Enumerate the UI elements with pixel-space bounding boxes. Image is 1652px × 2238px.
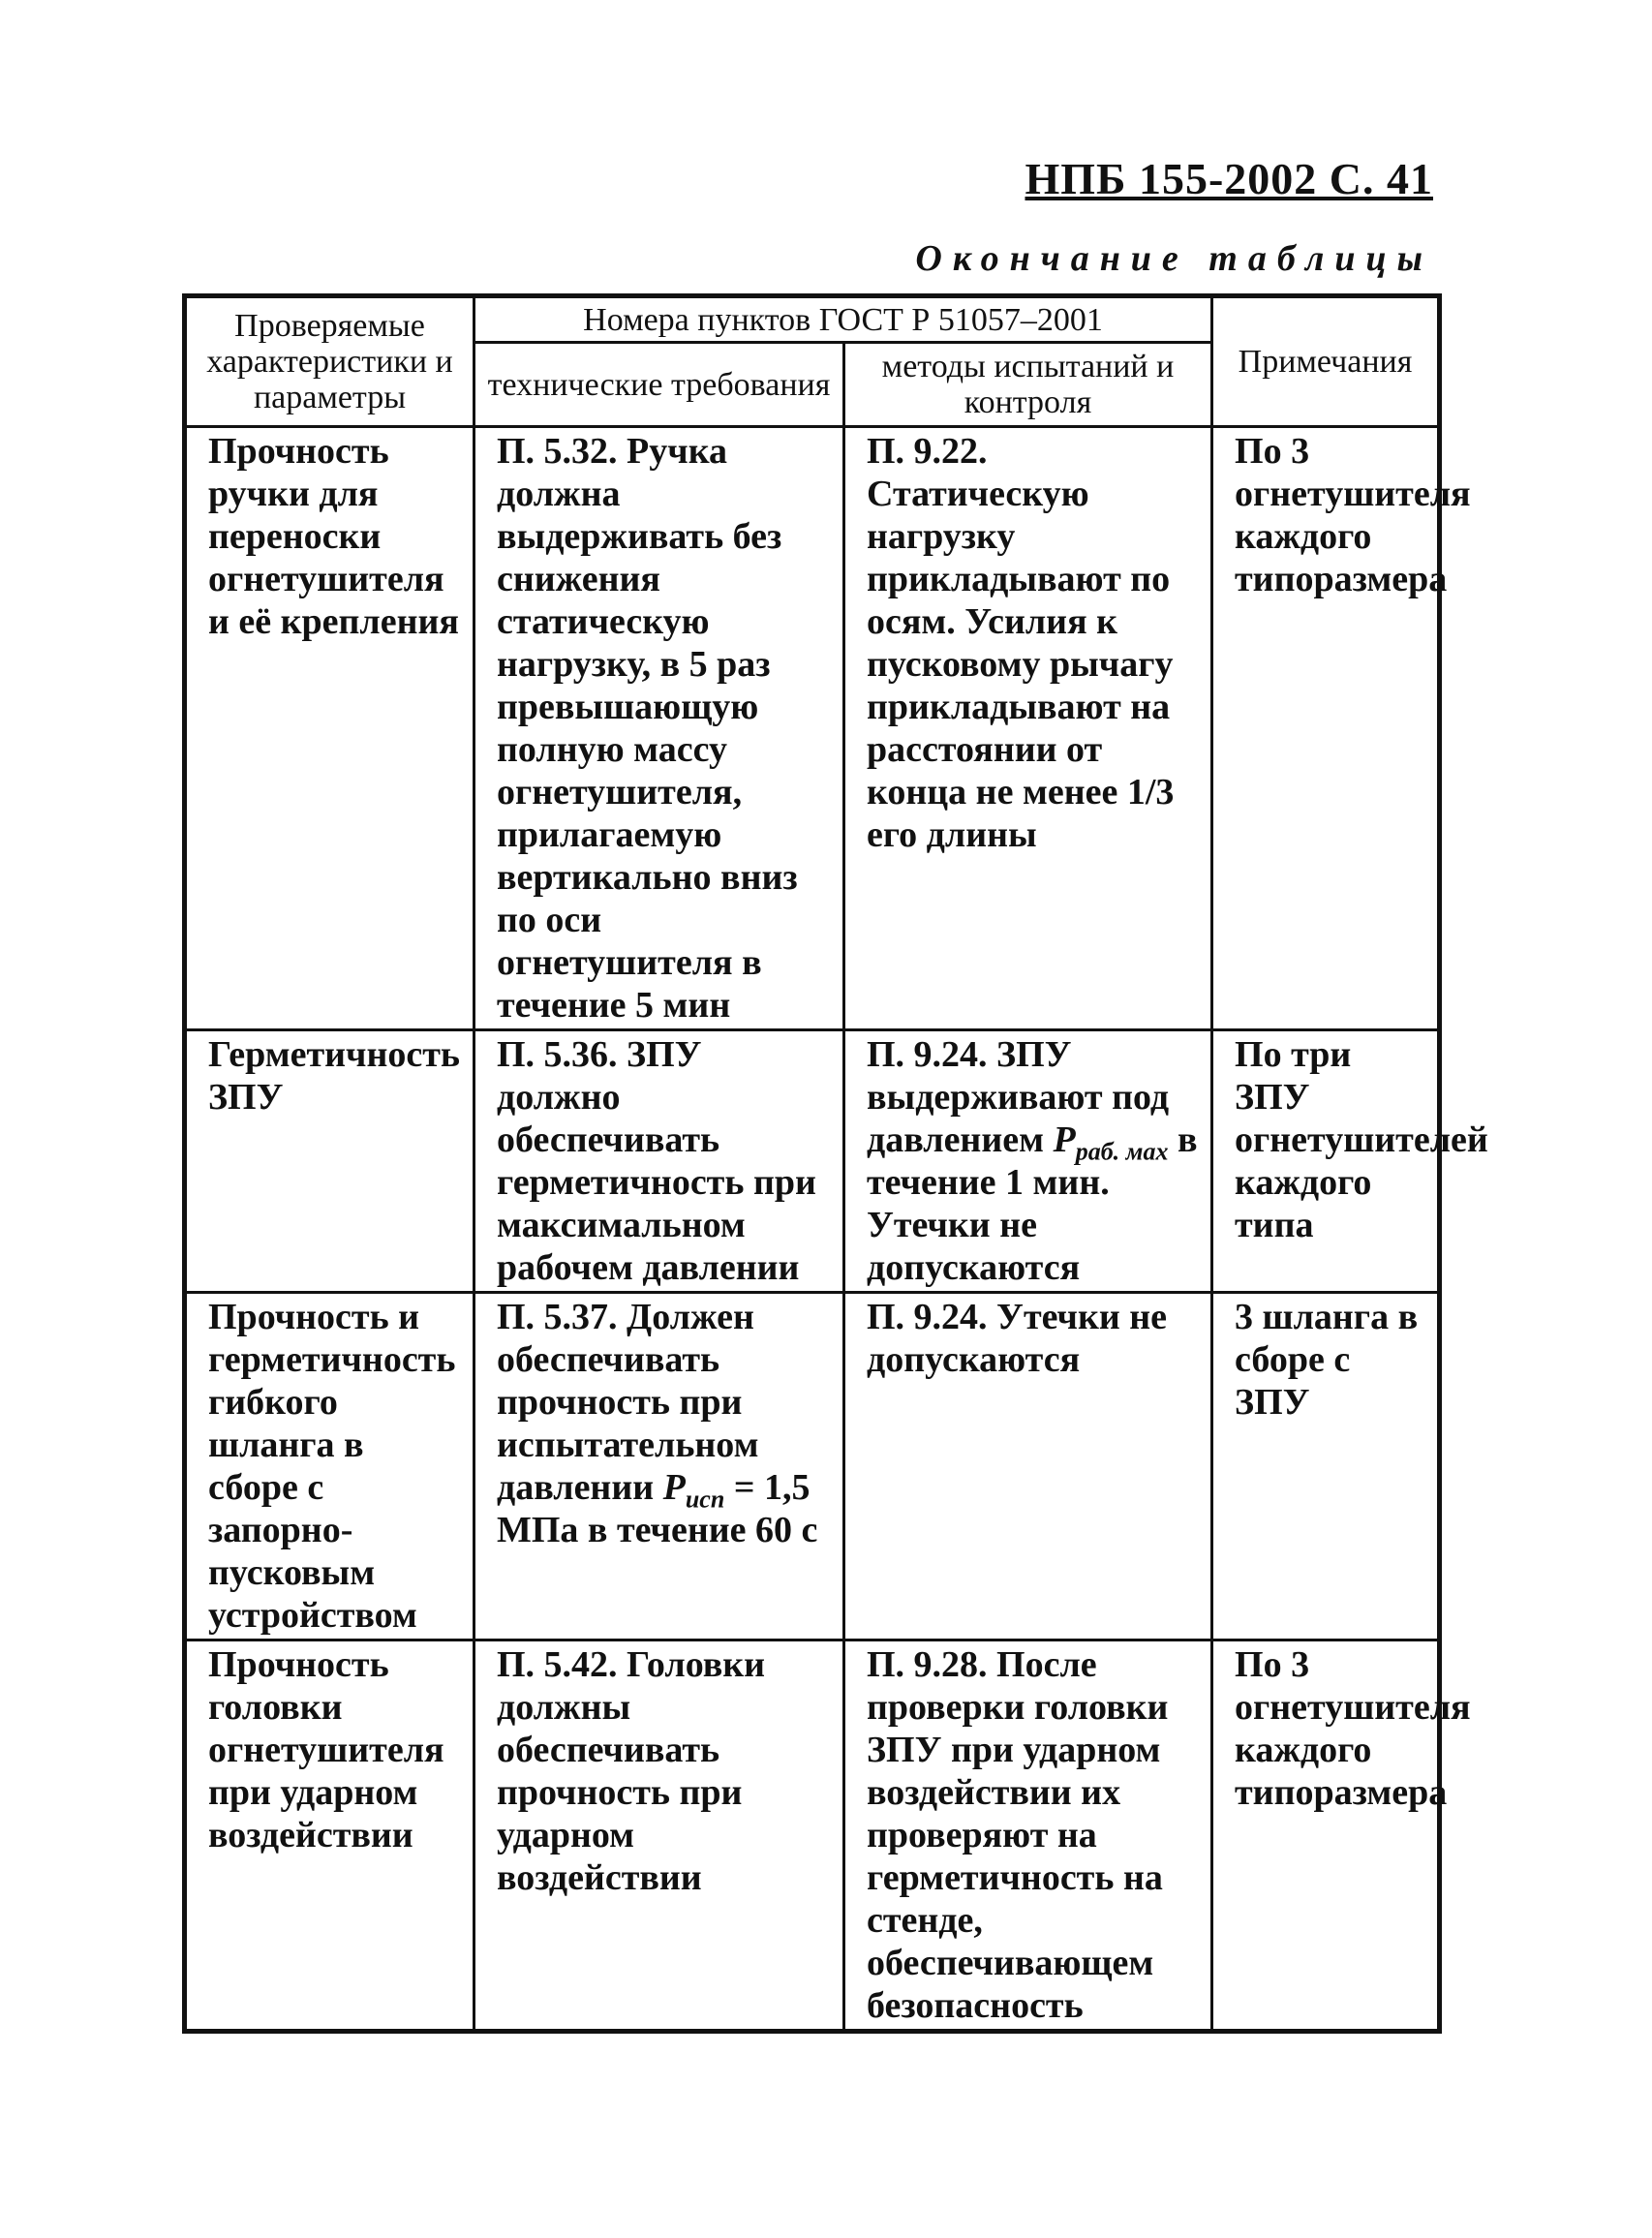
method-text-post: в течение 1 мин. Утечки не допускаются [867,1119,1198,1288]
method-text-pre: П. 9.24. ЗПУ выдерживают под давлением [867,1034,1170,1160]
header-notes: Примечания [1212,296,1440,427]
cell-tech-requirement: П. 5.42. Головки должны обеспечивать прочность при ударном воздействии [474,1640,844,2032]
page-header: НПБ 155-2002 С. 41 [1025,154,1433,203]
pressure-subscript: исп [685,1485,725,1514]
cell-tech-requirement: П. 5.36. ЗПУ должно обеспечивать герметичность при максимальном рабочем давлении [474,1030,844,1293]
table-row [185,1030,1440,1293]
tech-text-post: = 1,5 МПа в течение 60 с [497,1467,818,1550]
header-test-methods: методы испытаний и контроля [844,343,1212,427]
cell-note: По 3 огнетушителя каждого типоразмера [1212,1640,1440,2032]
pressure-symbol: P [662,1467,686,1508]
cell-note: 3 шланга в сборе с ЗПУ [1212,1293,1440,1640]
table-row [185,1293,1440,1640]
cell-test-method: П. 9.28. После проверки головки ЗПУ при ударном воздействии их проверяют на герметичность на стенде, обеспечивающем безопасность [844,1640,1212,2032]
cell-note: По 3 огнетушителя каждого типоразмера [1212,427,1440,1030]
header-characteristics: Проверяемые характеристики и параметры [185,296,474,427]
header-gost-group: Номера пунктов ГОСТ Р 51057–2001 [474,296,1212,343]
cell-test-method [844,1030,1212,1293]
cell-note: По три ЗПУ огнетушителей каждого типа [1212,1030,1440,1293]
cell-tech-requirement: П. 5.32. Ручка должна выдерживать без снижения статическую нагрузку, в 5 раз превышающую полную массу огнетушителя, прилагаемую вертикально вниз по оси огнетушителя в течение 5 мин [474,427,844,1030]
cell-characteristic: Герметичность ЗПУ [185,1030,474,1293]
cell-characteristic: Прочность ручки для переноски огнетушителя и её крепления [185,427,474,1030]
pressure-subscript: раб. мах [1075,1137,1169,1166]
cell-tech-requirement [474,1293,844,1640]
pressure-symbol: P [1053,1119,1076,1160]
cell-characteristic: Прочность и герметичность гибкого шланга в сборе с запорно-пусковым устройством [185,1293,474,1640]
table-caption: Окончание таблицы [915,238,1433,279]
header-tech-requirements: технические требования [474,343,844,427]
tech-text-pre: П. 5.37. Должен обеспечивать прочность при испытательном давлении [497,1297,759,1508]
cell-test-method: П. 9.22. Статическую нагрузку прикладывают по осям. Усилия к пусковому рычагу прикладывают на расстоянии от конца не менее 1/3 его длины [844,427,1212,1030]
table-row [185,1640,1440,2032]
cell-test-method: П. 9.24. Утечки не допускаются [844,1293,1212,1640]
table-row [185,427,1440,1030]
requirements-table [182,293,1488,2034]
cell-characteristic: Прочность головки огнетушителя при ударном воздействии [185,1640,474,2032]
